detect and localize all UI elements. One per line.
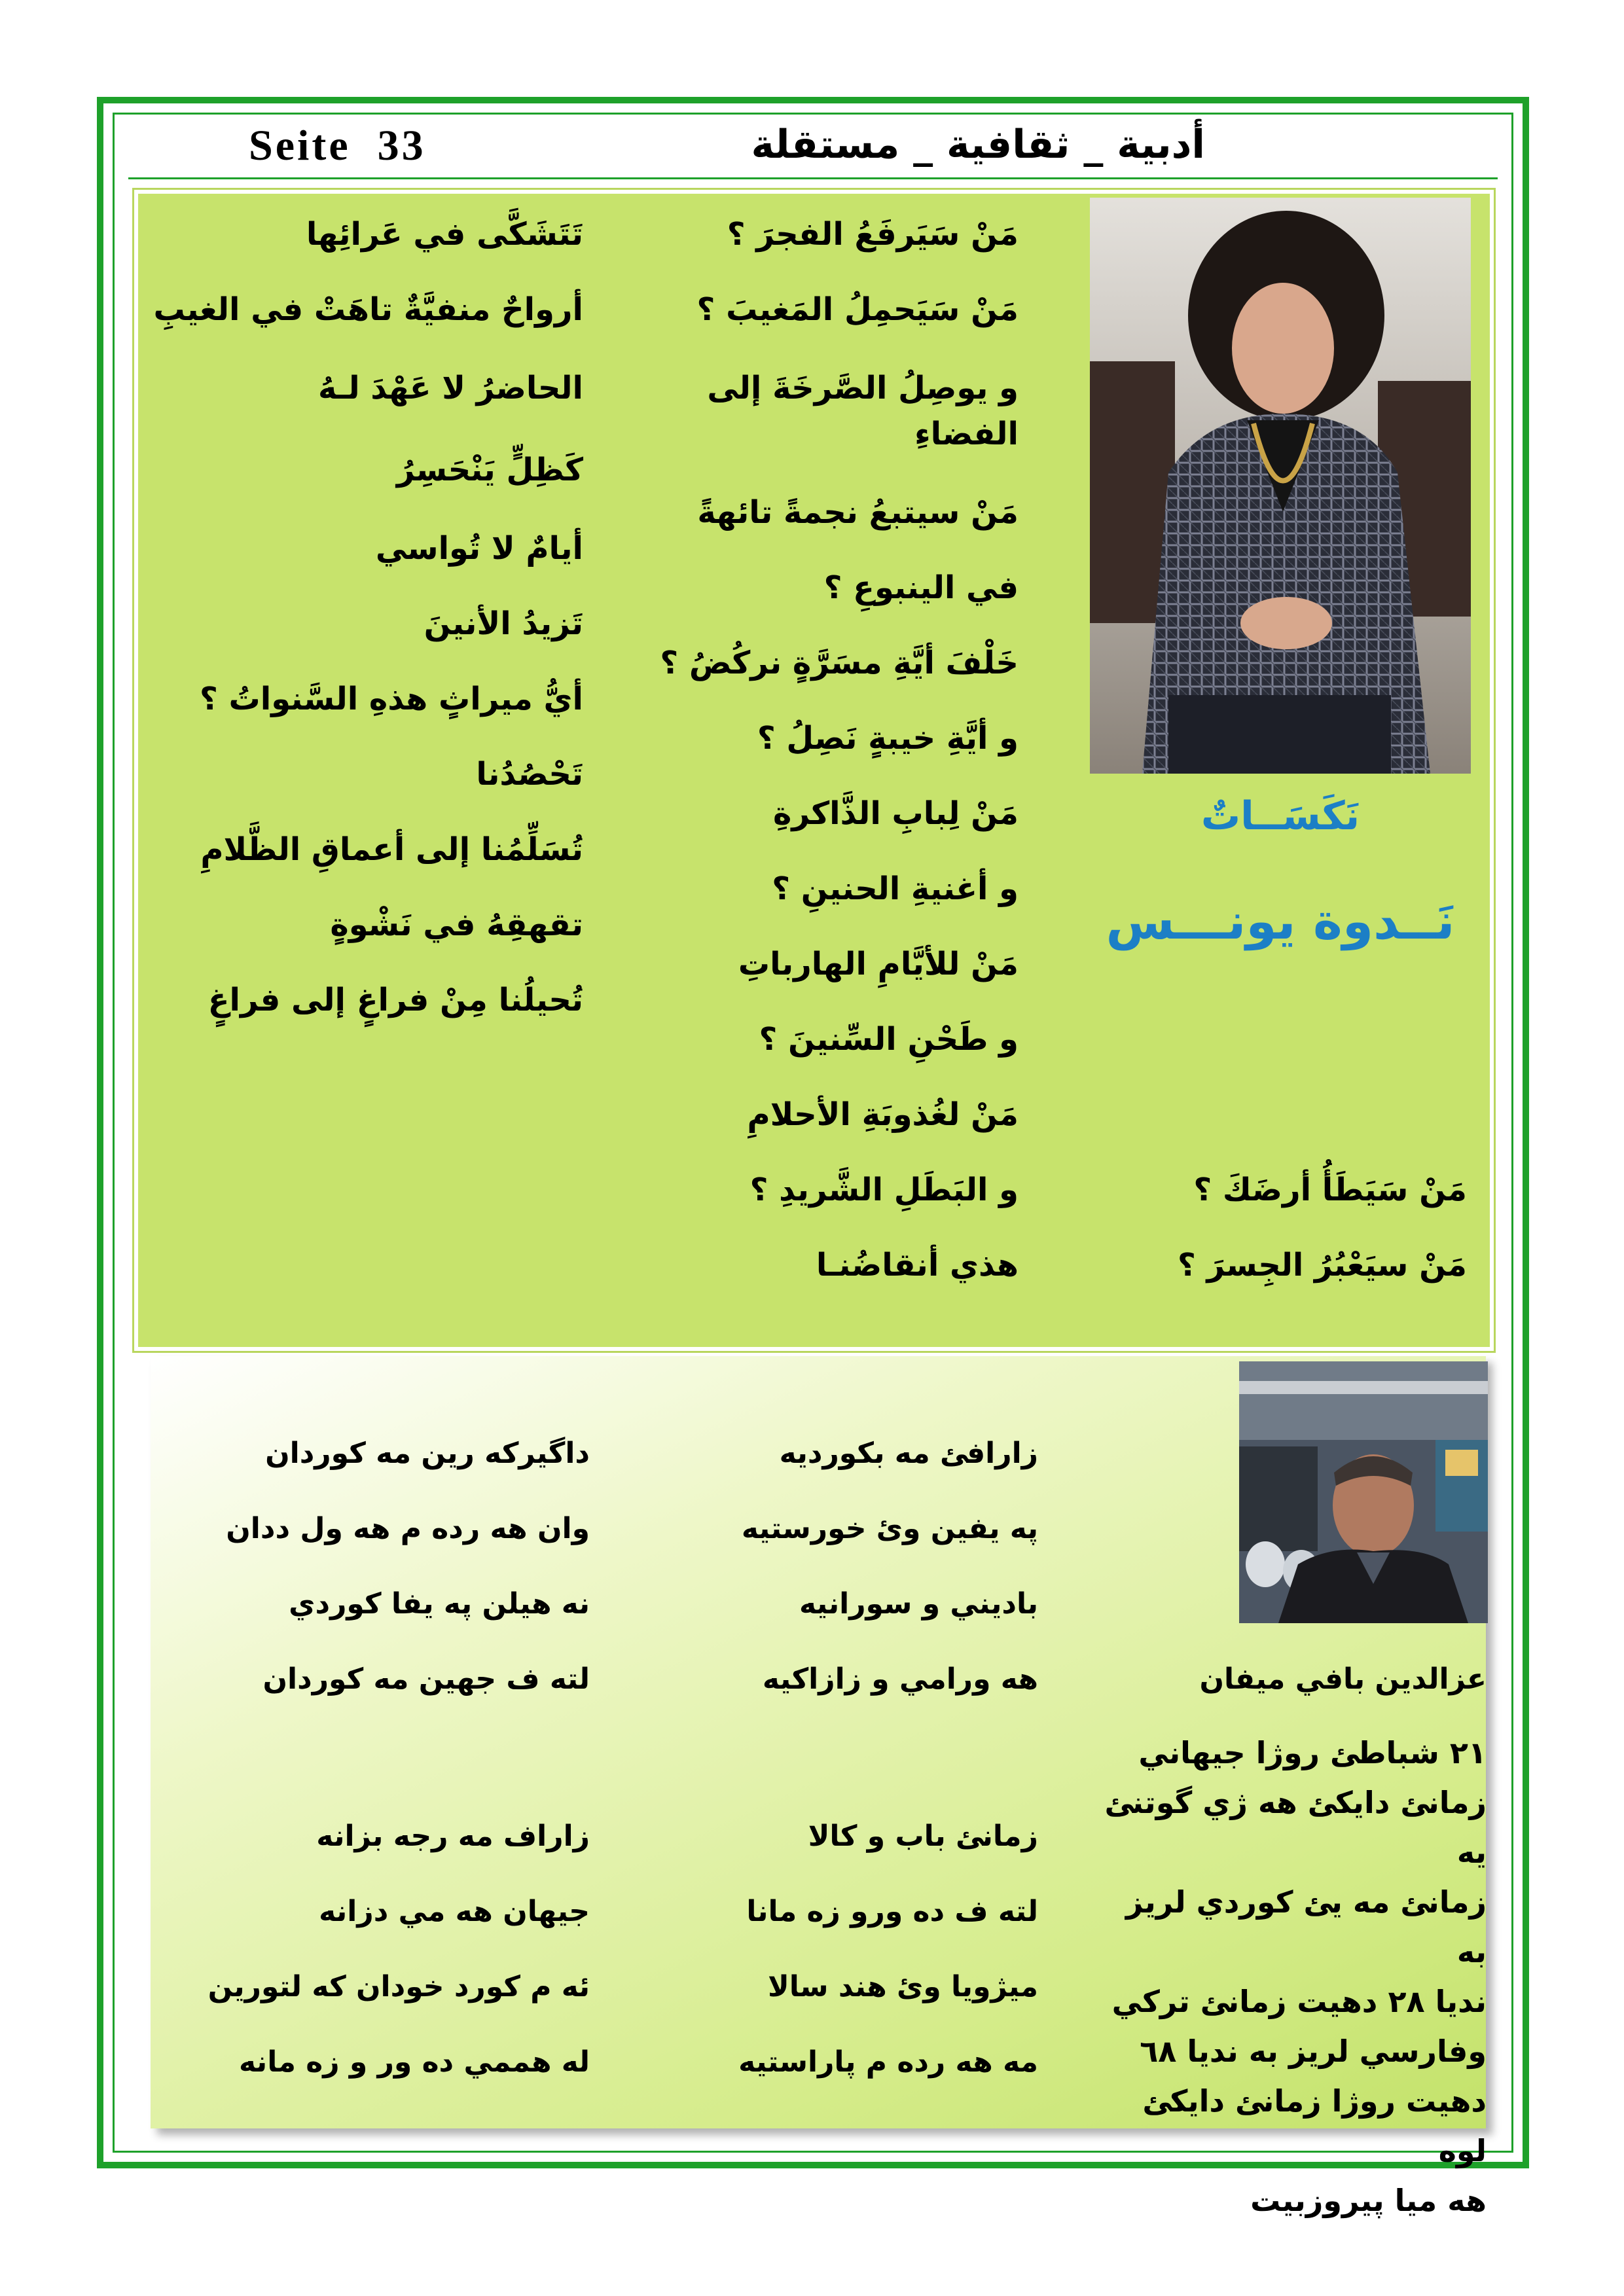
poem-line: و طَحْنِ السِّنينَ ؟: [759, 1021, 1019, 1058]
poem-line: أيامٌ لا تُواسي: [375, 530, 583, 567]
poem-line: مَنْ سَيَطَأُ أرضَكَ ؟: [1193, 1172, 1467, 1208]
poem-line: و أيَّةِ خيبةٍ نَصِلُ ؟: [757, 720, 1019, 757]
poem-line: لته ف جهين مه كوردان: [262, 1662, 590, 1696]
poem-line: زاراف مه رجه بزانه: [316, 1820, 590, 1853]
intro-line: هه ميا پيروزبيت: [1250, 2183, 1487, 2218]
author-photo-woman: [1090, 198, 1471, 774]
poem-line: داگيركه رين مه كوردان: [265, 1437, 590, 1470]
poem-line: مَنْ سَيَرفَعُ الفجرَ ؟: [727, 216, 1019, 253]
poem-line: تَتَشَكَّى في عَرائِها: [306, 216, 583, 253]
poem-line: الفضاءِ: [914, 416, 1019, 452]
poem-line: خَلْفَ أيَّةِ مسَرَّةٍ نركُضُ ؟: [660, 645, 1019, 681]
poem-line: الحاضرُ لا عَهْدَ لـهُ: [318, 370, 583, 406]
intro-line: نديا ٢٨ دهيت زمانئ تركي: [1111, 1984, 1487, 2019]
poem-line: وان هه رده م هه ول ددان: [226, 1512, 590, 1545]
poem-line: لته ف ده ورو زه مانا: [746, 1895, 1038, 1928]
intro-line: وفارسي لريز به نديا ٦٨: [1140, 2034, 1487, 2069]
poem-line: و يوصِلُ الصَّرخَةَ إلى: [707, 370, 1019, 406]
poem-line: ئه م كورد خودان كه لتورين: [208, 1970, 590, 2003]
intro-line: دهيت روژا زمانئ دايكئ لوه: [1142, 2083, 1487, 2168]
poem-line: كَظِلٍّ يَنْحَسِرُ: [396, 452, 583, 488]
poem-line: تقهقِهُ في نَشْوةٍ: [330, 906, 583, 943]
poem-line: مَنْ سيتبعُ نجمةً تائهةً: [697, 494, 1019, 531]
intro-line: زمانئ مه يئ كوردي لريز به: [1125, 1884, 1487, 1969]
poem-line: مه هه رده م پاراستيه: [738, 2045, 1038, 2079]
kurdish-poem-author: عزالدين بافي ميفان: [1199, 1662, 1487, 1696]
poem-line: و البَطَلِ الشَّريدِ ؟: [749, 1172, 1019, 1208]
poem-line: زمانئ باب و كالا: [808, 1820, 1038, 1853]
poem-line: تُحيلُنا مِنْ فراغٍ إلى فراغٍ: [208, 982, 583, 1018]
poem-line: تَزيدُ الأنينَ: [424, 605, 583, 642]
header-divider: [128, 177, 1498, 179]
poem-line: تُسَلِّمُنا إلى أعماقِ الظَّلامِ: [200, 831, 583, 868]
poem-author: نَــدوة يونـــس: [1106, 892, 1455, 950]
intro-line: ٢١ شباطئ روژا جيهاني: [1138, 1735, 1487, 1770]
poem-line: مَنْ لِبابِ الذَّاكرةِ: [773, 795, 1019, 832]
poem-line: زارافئ مه بكورديه: [779, 1437, 1038, 1470]
poem-line: مَنْ سيَعْبُرُ الجِسرَ ؟: [1177, 1247, 1467, 1283]
poem-line: په يفين وئ خورستيه: [741, 1512, 1038, 1545]
poem-line: أرواحٌ منفيَّةٌ تاهَتْ في الغيبِ: [153, 291, 583, 328]
poem-line: باديني و سورانيه: [799, 1587, 1038, 1621]
poem-line: نه هيلن په يفا كوردي: [289, 1587, 590, 1621]
page-number: Seite 33: [249, 122, 426, 170]
poem-line: تَحْصُدُنا: [476, 756, 583, 793]
kurdish-intro-text: [1094, 1728, 1487, 2225]
poem-line: مَنْ سَيَحمِلُ المَغيبَ ؟: [696, 291, 1019, 328]
poem-title: نَكَسَــاتٌ: [1200, 793, 1360, 839]
poem-line: جيهان هه مي دزانه: [319, 1895, 590, 1928]
poem-line: ميژويا وئ هند سالا: [767, 1970, 1038, 2003]
poem-line: مَنْ لغُذوبَةِ الأحلامِ: [747, 1096, 1019, 1133]
poem-line: هه ورامي و زازاكيه: [762, 1662, 1038, 1696]
poem-line: له هممي ده ور و زه مانه: [239, 2045, 590, 2079]
author-photo-man: [1239, 1361, 1488, 1623]
poem-line: هذي أنقاضُنـا: [816, 1247, 1019, 1283]
poem-line: و أغنيةِ الحنينِ ؟: [772, 870, 1019, 907]
intro-line: زمانئ دايكئ هه ژي گوتنئ يه: [1104, 1785, 1487, 1870]
poem-line: في الينبوعِ ؟: [823, 569, 1019, 606]
magazine-title: أدبية _ ثقافية _ مستقلة: [751, 122, 1205, 168]
poem-line: أيُّ ميراثٍ هذهِ السَّنواتُ ؟: [199, 681, 583, 717]
poem-line: مَنْ للأيَّامِ الهارباتِ: [738, 946, 1019, 982]
